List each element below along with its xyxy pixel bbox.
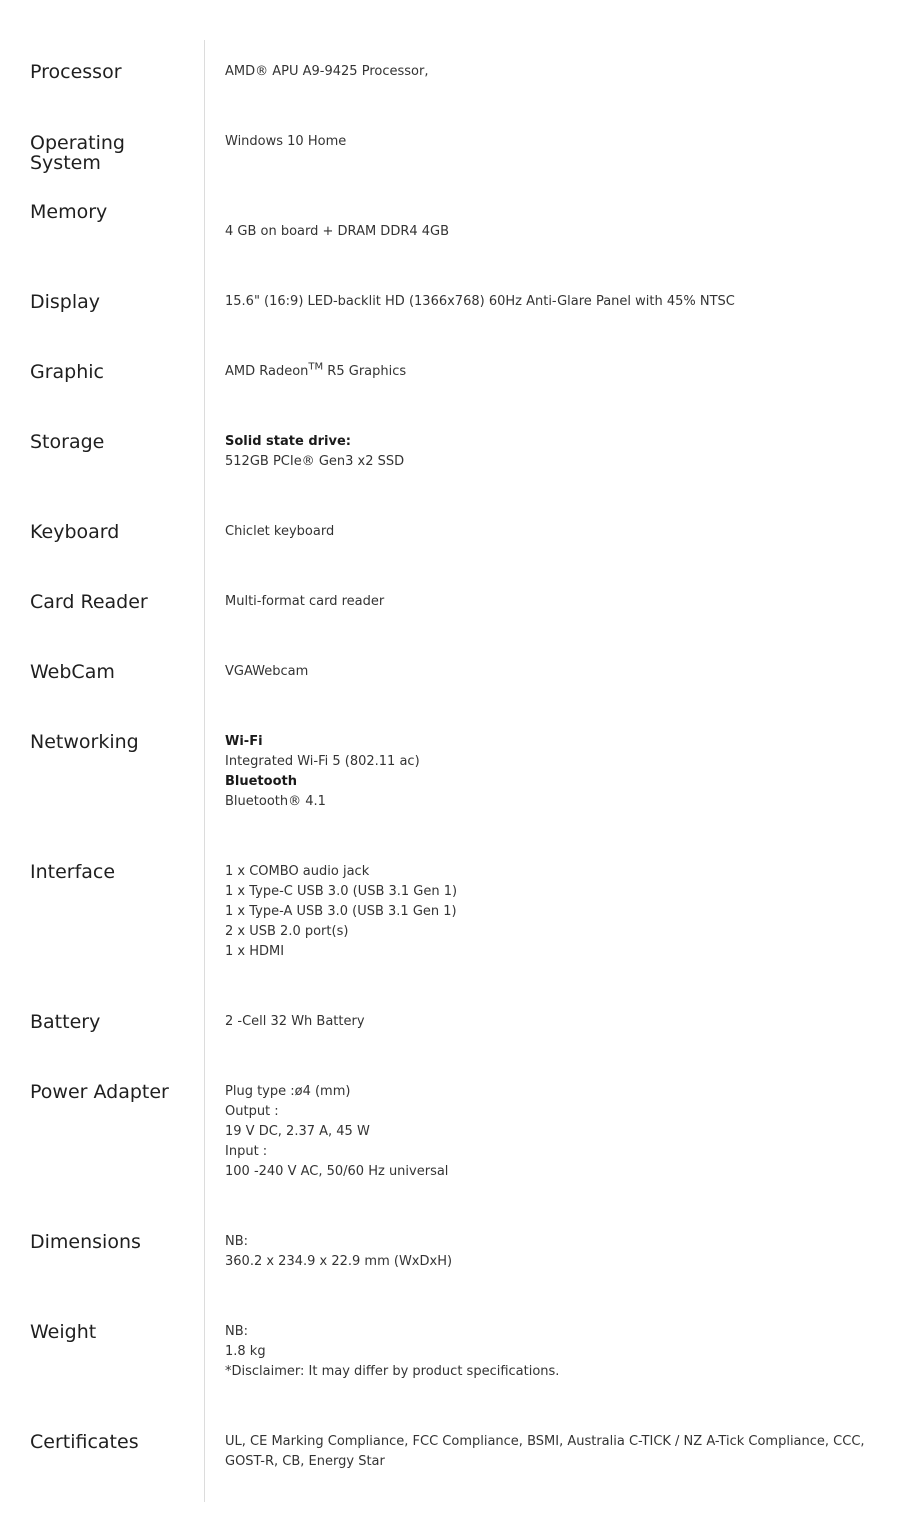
spec-label-power-adapter: Power Adapter (30, 1081, 169, 1103)
spec-label-graphic: Graphic (30, 361, 105, 383)
spec-value-line: UL, CE Marking Compliance, FCC Compliance, BSMI, Australia C-TICK / NZ A-Tick Compliance, CCC, (225, 1434, 865, 1449)
spec-value-graphic (225, 362, 885, 382)
spec-label-networking: Networking (30, 731, 139, 753)
spec-value-line: Plug type :ø4 (mm) (225, 1084, 351, 1099)
spec-value-line: AMD® APU A9-9425 Processor, (225, 64, 429, 79)
spec-value-line: Bluetooth (225, 774, 297, 789)
spec-value-line: Input : (225, 1144, 268, 1159)
spec-value-card-reader (225, 592, 885, 612)
spec-label-interface: Interface (30, 861, 116, 883)
spec-label-keyboard: Keyboard (30, 521, 120, 543)
spec-value-line: VGAWebcam (225, 664, 309, 679)
trademark-superscript: TM (308, 361, 324, 373)
spec-value-line: Solid state drive: (225, 434, 351, 449)
spec-label-operating-system: Operating System (30, 132, 125, 174)
spec-value-line: GOST-R, CB, Energy Star (225, 1454, 385, 1469)
spec-value-line: NB: (225, 1234, 249, 1249)
spec-value-memory (225, 222, 885, 242)
spec-label-dimensions: Dimensions (30, 1231, 141, 1253)
spec-value-networking (225, 732, 885, 812)
spec-value-line: Windows 10 Home (225, 134, 347, 149)
spec-value-line: 1.8 kg (225, 1344, 266, 1359)
spec-value-line: 19 V DC, 2.37 A, 45 W (225, 1124, 370, 1139)
spec-value-line: 1 x Type-A USB 3.0 (USB 3.1 Gen 1) (225, 904, 457, 919)
spec-value-line: 4 GB on board + DRAM DDR4 4GB (225, 224, 450, 239)
spec-value-storage (225, 432, 885, 472)
spec-value-processor (225, 62, 885, 82)
spec-label-card-reader: Card Reader (30, 591, 148, 613)
spec-value-display (225, 292, 885, 312)
spec-value-line: Bluetooth® 4.1 (225, 794, 326, 809)
spec-value-line: 360.2 x 234.9 x 22.9 mm (WxDxH) (225, 1254, 453, 1269)
spec-value-line: 512GB PCIe® Gen3 x2 SSD (225, 454, 405, 469)
spec-value-line: 15.6" (16:9) LED-backlit HD (1366x768) 60Hz Anti-Glare Panel with 45% NTSC (225, 294, 735, 309)
spec-value-line: Wi-Fi (225, 734, 263, 749)
spec-value-line (225, 362, 885, 382)
spec-value-line: NB: (225, 1324, 249, 1339)
spec-value-interface (225, 862, 885, 962)
spec-value-line: 2 x USB 2.0 port(s) (225, 924, 349, 939)
spec-value-line: 1 x HDMI (225, 944, 285, 959)
spec-label-storage: Storage (30, 431, 105, 453)
spec-label-weight: Weight (30, 1321, 97, 1343)
spec-value-weight (225, 1322, 885, 1382)
spec-value-line: *Disclaimer: It may differ by product specifications. (225, 1364, 560, 1379)
spec-label-webcam: WebCam (30, 661, 115, 683)
spec-value-dimensions (225, 1232, 885, 1272)
spec-label-certificates: Certificates (30, 1431, 139, 1453)
spec-value-line: 1 x Type-C USB 3.0 (USB 3.1 Gen 1) (225, 884, 458, 899)
spec-value-text: AMD Radeon (225, 364, 309, 379)
spec-value-line: 2 -Cell 32 Wh Battery (225, 1014, 365, 1029)
spec-value-operating-system (225, 132, 885, 152)
spec-value-battery (225, 1012, 885, 1032)
spec-value-power-adapter (225, 1082, 885, 1182)
spec-label-battery: Battery (30, 1011, 101, 1033)
column-divider (204, 40, 205, 1502)
spec-value-certificates (225, 1432, 885, 1472)
spec-label-processor: Processor (30, 61, 122, 83)
spec-label-memory: Memory (30, 201, 108, 223)
spec-value-line: Output : (225, 1104, 279, 1119)
spec-value-text: R5 Graphics (323, 364, 407, 379)
spec-value-line: Multi-format card reader (225, 594, 385, 609)
spec-value-webcam (225, 662, 885, 682)
spec-value-line: 1 x COMBO audio jack (225, 864, 370, 879)
spec-value-line: Chiclet keyboard (225, 524, 335, 539)
spec-value-keyboard (225, 522, 885, 542)
spec-label-display: Display (30, 291, 101, 313)
spec-value-line: Integrated Wi-Fi 5 (802.11 ac) (225, 754, 420, 769)
spec-value-line: 100 -240 V AC, 50/60 Hz universal (225, 1164, 449, 1179)
